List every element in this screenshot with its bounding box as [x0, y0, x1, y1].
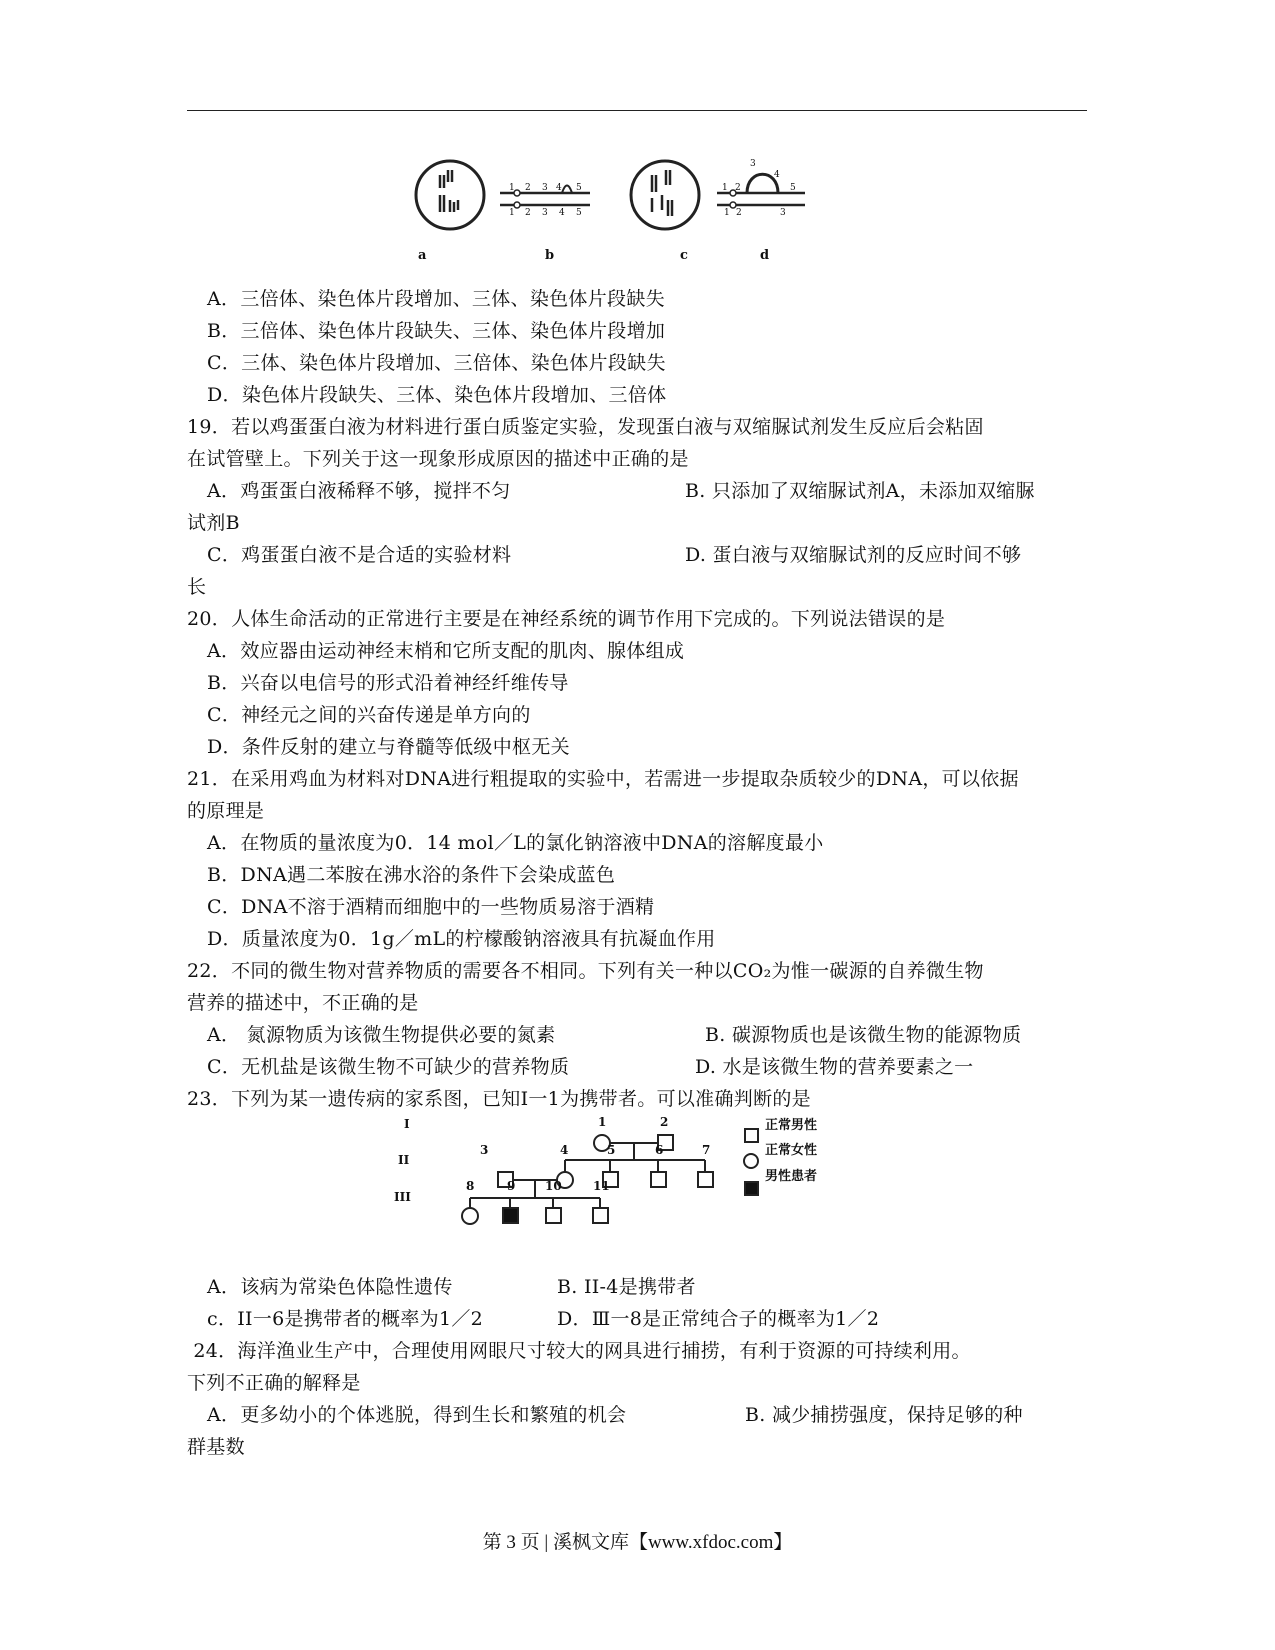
q22-option-b: B. 碳源物质也是该微生物的能源物质 — [705, 1024, 1022, 1046]
q24-stem-line2: 下列不正确的解释是 — [187, 1372, 361, 1394]
q20-option-c: C．神经元之间的兴奋传递是单方向的 — [207, 704, 531, 726]
d-bot-3: 3 — [780, 208, 786, 218]
q23-option-a: A．该病为常染色体隐性遗传 — [207, 1276, 453, 1298]
gen-label-ii: II — [398, 1153, 410, 1167]
id-4: 4 — [560, 1143, 569, 1157]
q22-option-c: C．无机盐是该微生物不可缺少的营养物质 — [207, 1056, 570, 1078]
b-top-4: 4 — [556, 183, 562, 193]
d-top-4: 4 — [774, 170, 780, 180]
label-d: d — [760, 248, 770, 263]
b-bot-4: 4 — [559, 208, 565, 218]
q20-option-b: B．兴奋以电信号的形式沿着神经纤维传导 — [207, 672, 569, 694]
d-top-5: 5 — [790, 183, 796, 193]
q22-stem-line2: 营养的描述中，不正确的是 — [187, 992, 419, 1014]
gen-label-iii: III — [394, 1190, 411, 1204]
pedigree-labels — [394, 1115, 840, 1260]
label-c: c — [680, 248, 688, 263]
q18-option-b: B．三倍体、染色体片段缺失、三体、染色体片段增加 — [207, 320, 666, 342]
d-top-3: 3 — [750, 159, 756, 169]
q18-option-d: D．染色体片段缺失、三体、染色体片段增加、三倍体 — [207, 384, 667, 406]
id-10: 10 — [545, 1179, 562, 1193]
q18-option-a: A．三倍体、染色体片段增加、三体、染色体片段缺失 — [207, 288, 665, 310]
id-8: 8 — [466, 1179, 475, 1193]
q19-option-b-cont: 试剂B — [187, 512, 240, 534]
label-a: a — [418, 248, 427, 263]
label-b: b — [545, 248, 555, 263]
id-7: 7 — [702, 1143, 711, 1157]
q24-option-b-cont: 群基数 — [187, 1436, 245, 1458]
d-bot-2: 2 — [736, 208, 742, 218]
q21-stem-line1: 21．在采用鸡血为材料对DNA进行粗提取的实验中，若需进一步提取杂质较少的DNA，可以依据 — [187, 768, 1019, 790]
q23-stem: 23．下列为某一遗传病的家系图，已知I一1为携带者。可以准确判断的是 — [187, 1088, 811, 1110]
b-bot-5: 5 — [576, 208, 582, 218]
b-top-1: 1 — [509, 183, 515, 193]
page-footer: 第 3 页 | 溪枫文库【www.xfdoc.com】 — [482, 1532, 793, 1553]
q21-option-a: A．在物质的量浓度为0．14 mol／L的氯化钠溶液中DNA的溶解度最小 — [207, 832, 824, 854]
q22-option-d: D. 水是该微生物的营养要素之一 — [695, 1056, 974, 1078]
q24-option-a: A．更多幼小的个体逃脱，得到生长和繁殖的机会 — [207, 1404, 627, 1426]
q19-option-a: A．鸡蛋蛋白液稀释不够，搅拌不匀 — [207, 480, 511, 502]
header-rule — [187, 110, 1087, 111]
q19-option-d: D. 蛋白液与双缩脲试剂的反应时间不够 — [685, 544, 1022, 566]
q19-option-d-cont: 长 — [187, 576, 207, 598]
q19-option-b: B. 只添加了双缩脲试剂A，未添加双缩脲 — [685, 480, 1035, 502]
b-top-5: 5 — [576, 183, 582, 193]
q23-option-c: c．II一6是携带者的概率为1／2 — [207, 1308, 484, 1330]
d-top-1: 1 — [722, 183, 728, 193]
id-5: 5 — [607, 1143, 616, 1157]
q22-option-a: A． 氮源物质为该微生物提供必要的氮素 — [207, 1024, 556, 1046]
legend-affected-male: 男性患者 — [765, 1169, 818, 1184]
q23-option-b: B. II-4是携带者 — [557, 1276, 696, 1298]
q24-option-b: B. 减少捕捞强度，保持足够的种 — [745, 1404, 1023, 1426]
id-3: 3 — [480, 1143, 489, 1157]
q21-option-d: D．质量浓度为0．1g／mL的柠檬酸钠溶液具有抗凝血作用 — [207, 928, 716, 950]
q23-option-d: D．Ⅲ一8是正常纯合子的概率为1／2 — [557, 1308, 880, 1330]
id-6: 6 — [655, 1143, 664, 1157]
legend-normal-female: 正常女性 — [765, 1143, 818, 1158]
q20-stem: 20．人体生命活动的正常进行主要是在神经系统的调节作用下完成的。下列说法错误的是 — [187, 608, 946, 630]
b-top-2: 2 — [525, 183, 531, 193]
figure-labels — [410, 150, 830, 270]
b-bot-2: 2 — [525, 208, 531, 218]
q19-option-c: C．鸡蛋蛋白液不是合适的实验材料 — [207, 544, 512, 566]
d-bot-1: 1 — [724, 208, 730, 218]
b-bot-3: 3 — [542, 208, 548, 218]
id-2: 2 — [660, 1115, 669, 1129]
q20-option-a: A．效应器由运动神经末梢和它所支配的肌肉、腺体组成 — [207, 640, 685, 662]
q24-stem-line1: 24．海洋渔业生产中，合理使用网眼尺寸较大的网具进行捕捞，有利于资源的可持续利用。 — [187, 1340, 971, 1362]
q21-option-c: C．DNA不溶于酒精而细胞中的一些物质易溶于酒精 — [207, 896, 655, 918]
id-9: 9 — [507, 1179, 516, 1193]
gen-label-i: I — [404, 1117, 410, 1131]
b-bot-1: 1 — [509, 208, 515, 218]
q18-option-c: C．三体、染色体片段增加、三倍体、染色体片段缺失 — [207, 352, 666, 374]
q20-option-d: D．条件反射的建立与脊髓等低级中枢无关 — [207, 736, 570, 758]
q19-stem-line1: 19．若以鸡蛋蛋白液为材料进行蛋白质鉴定实验，发现蛋白液与双缩脲试剂发生反应后会粘固 — [187, 416, 984, 438]
b-top-3: 3 — [542, 183, 548, 193]
id-1: 1 — [598, 1115, 607, 1129]
legend-normal-male: 正常男性 — [765, 1118, 818, 1133]
d-top-2: 2 — [735, 183, 741, 193]
id-11: 11 — [593, 1179, 610, 1193]
q21-option-b: B．DNA遇二苯胺在沸水浴的条件下会染成蓝色 — [207, 864, 616, 886]
q21-stem-line2: 的原理是 — [187, 800, 265, 822]
q19-stem-line2: 在试管壁上。下列关于这一现象形成原因的描述中正确的是 — [187, 448, 689, 470]
q22-stem-line1: 22．不同的微生物对营养物质的需要各不相同。下列有关一种以CO₂为惟一碳源的自养微生物 — [187, 960, 984, 982]
